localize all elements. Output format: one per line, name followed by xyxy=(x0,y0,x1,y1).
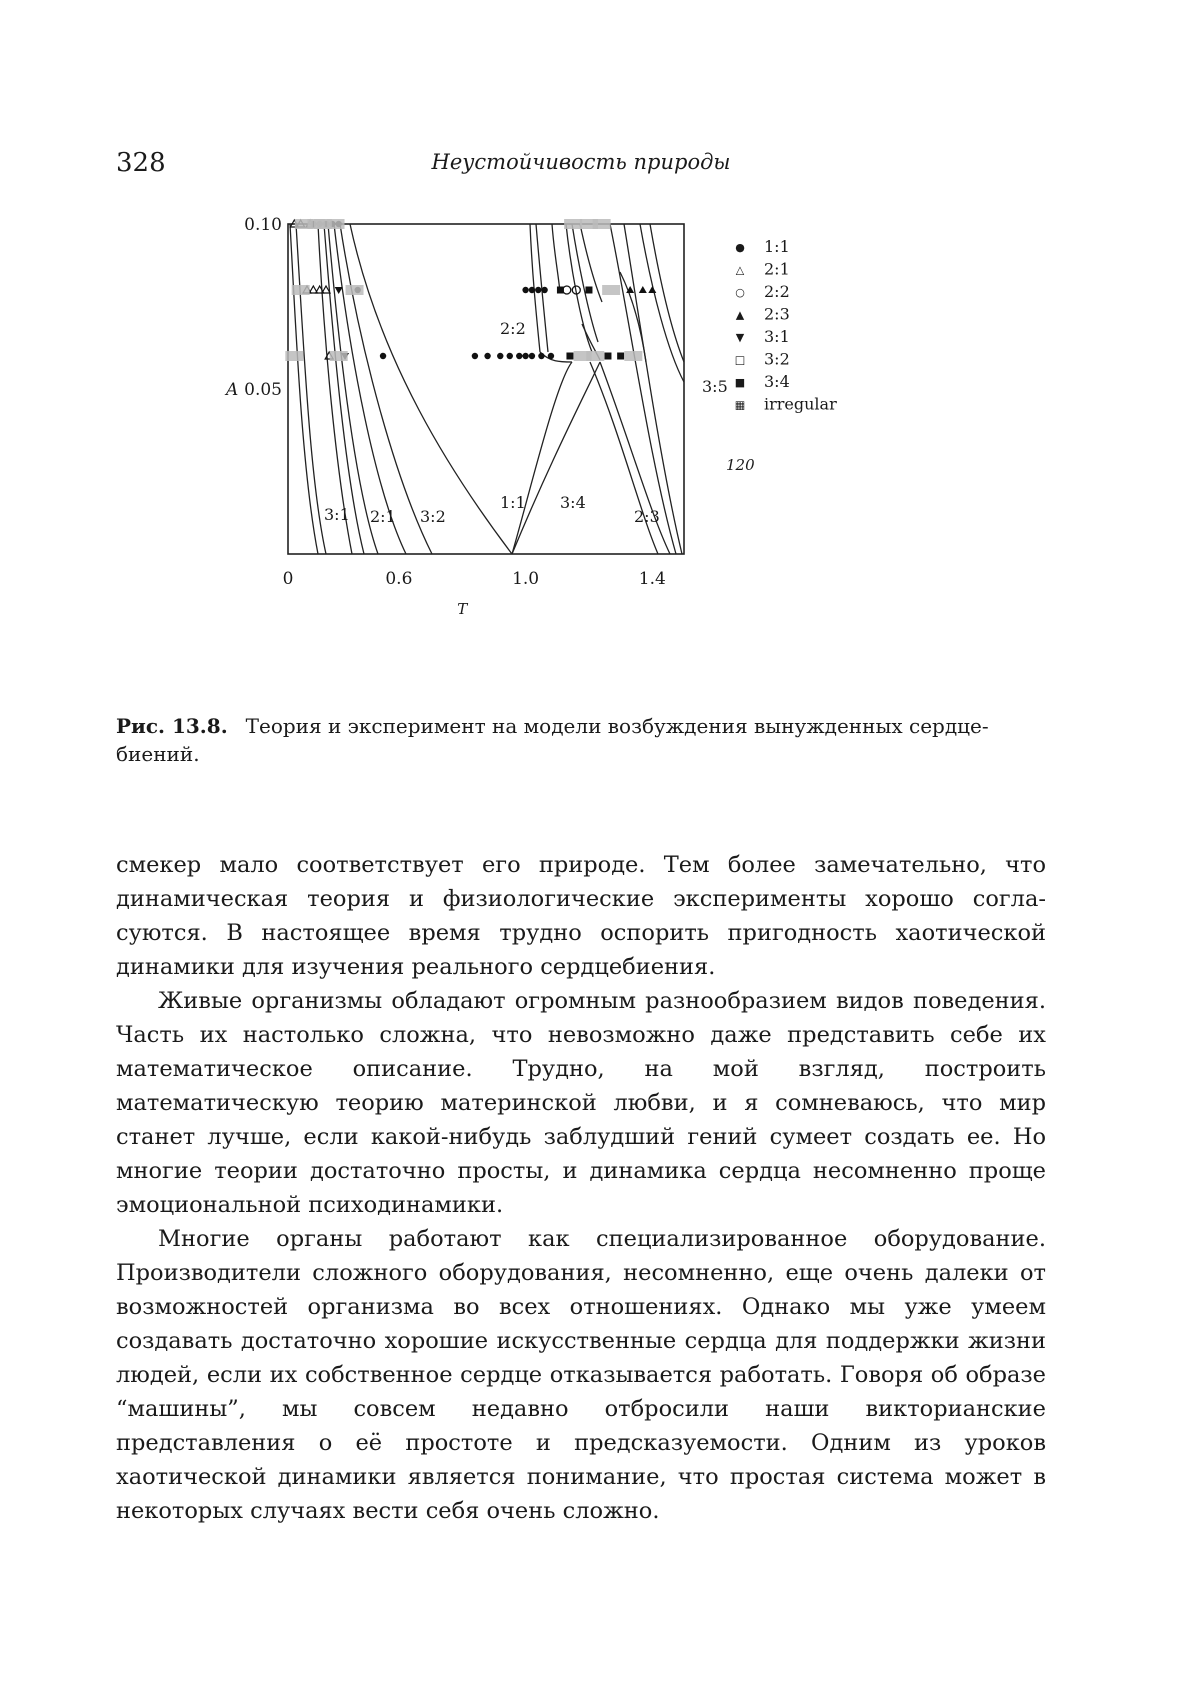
data-point xyxy=(566,353,573,360)
legend-symbol: ■ xyxy=(734,376,746,389)
region-label: 1:1 xyxy=(500,493,526,512)
bifurcation-curve xyxy=(512,362,600,554)
x-axis-label: T xyxy=(457,600,468,618)
data-point xyxy=(624,351,642,361)
y-tick-label: 0.05 xyxy=(244,380,282,400)
data-point xyxy=(593,219,611,229)
page-header xyxy=(116,148,1046,182)
legend-label: 1:1 xyxy=(764,237,790,256)
x-tick-label: 1.0 xyxy=(512,569,540,589)
data-point xyxy=(522,353,528,359)
data-point xyxy=(330,351,348,361)
bifurcation-curve xyxy=(552,224,560,292)
data-point xyxy=(497,353,503,359)
legend-symbol: ○ xyxy=(735,286,745,299)
y-tick-label: 0.10 xyxy=(244,215,282,235)
running-title: Неустойчивость природы xyxy=(431,150,731,174)
legend-symbol: ▼ xyxy=(735,331,745,344)
region-label: 3:1 xyxy=(324,505,350,524)
x-tick-label: 0 xyxy=(282,569,294,589)
handwritten-note: 120 xyxy=(726,456,755,474)
region-label: 2:3 xyxy=(634,507,660,526)
paragraph: Живые организмы обладают огромным разнообразием видов поведения. Часть их настолько сложна, что невозможно даже представить себе их математическое описание. Трудно, на мой взгляд, построить математическую теорию материнской любви, и я сомневаюсь, что мир станет лучше, если какой-нибудь заблудший гений сумеет создать ее. Но многие теории достаточно просты, и динамика сердца несомненно проще эмоциональной психодинамики. xyxy=(116,988,1046,1218)
region-label: 3:5 xyxy=(702,377,728,396)
data-point xyxy=(586,351,604,361)
data-point xyxy=(602,285,620,295)
bifurcation-curve xyxy=(640,224,684,382)
legend-label: irregular xyxy=(764,394,837,414)
region-label: 2:1 xyxy=(370,507,396,526)
data-point xyxy=(538,353,544,359)
data-point xyxy=(548,353,554,359)
data-point xyxy=(617,353,624,360)
caption-text: Теория и эксперимент на модели возбуждения вынужденных сердцебиений. xyxy=(116,714,989,766)
legend-symbol: □ xyxy=(734,353,746,367)
data-point xyxy=(529,353,535,359)
data-point xyxy=(335,287,343,294)
data-point xyxy=(541,287,547,293)
data-point xyxy=(564,219,582,229)
figure-13-8-chart xyxy=(200,212,920,682)
data-point xyxy=(327,219,345,229)
data-point xyxy=(557,287,564,294)
paragraph: Многие органы работают как специализированное оборудование. Производители сложного оборудования, несомненно, еще очень далеки от возможностей организма во всех отношениях. Однако мы уже умеем создавать достаточно хорошие искусственные сердца для поддержки жизни людей, если их собственное сердце отказывается работать. Говоря об образе “машины”, мы совсем недавно отбросили наши викторианские представления о её простоте и предсказуемости. Одним из уроков хаотической динамики является понимание, что простая система может в некоторых случаях вести себя очень сложно. xyxy=(116,1226,1046,1524)
region-label: 2:2 xyxy=(500,319,526,338)
legend-symbol: △ xyxy=(735,263,745,277)
legend-label: 3:4 xyxy=(764,372,790,391)
legend-symbol: ▦ xyxy=(734,398,746,412)
data-point xyxy=(639,286,647,293)
bifurcation-curve xyxy=(610,224,676,554)
data-point xyxy=(292,285,310,295)
data-point xyxy=(484,353,490,359)
legend-label: 2:2 xyxy=(764,282,790,301)
data-point xyxy=(535,287,541,293)
data-point xyxy=(648,286,656,293)
data-point xyxy=(585,287,592,294)
x-tick-label: 0.6 xyxy=(385,569,413,589)
caption-label: Рис. 13.8. xyxy=(116,714,228,738)
x-tick-label: 1.4 xyxy=(638,569,666,589)
bifurcation-curve xyxy=(624,224,682,554)
data-point xyxy=(472,353,478,359)
data-point xyxy=(563,286,571,294)
data-point xyxy=(285,351,303,361)
bifurcation-curve xyxy=(296,224,326,554)
figure-caption xyxy=(116,712,1046,768)
legend-symbol: ● xyxy=(735,241,745,254)
bifurcation-curve xyxy=(572,224,598,342)
legend-label: 3:2 xyxy=(764,349,790,369)
page-number: 328 xyxy=(116,148,166,178)
legend-label: 2:3 xyxy=(764,304,790,324)
y-axis-label: A xyxy=(226,380,239,400)
paragraph: смекер мало соответствует его природе. Тем более замечательно, что динамическая теория и физиологические эксперименты хорошо согласуются. В настоящее время трудно оспорить пригодность хаотической динамики для изучения реального сердцебиения. xyxy=(116,852,1046,980)
data-point xyxy=(522,287,528,293)
data-point xyxy=(604,353,611,360)
data-point xyxy=(507,353,513,359)
data-point xyxy=(380,353,386,359)
legend-symbol: ▲ xyxy=(735,308,745,322)
legend-label: 3:1 xyxy=(764,327,790,346)
data-point xyxy=(529,287,535,293)
bifurcation-curve xyxy=(512,362,572,554)
data-point xyxy=(346,285,364,295)
region-label: 3:2 xyxy=(420,507,446,526)
legend-label: 2:1 xyxy=(764,259,790,279)
region-label: 3:4 xyxy=(560,493,586,512)
data-point xyxy=(516,353,522,359)
bifurcation-curve xyxy=(290,224,318,554)
body-text xyxy=(116,848,1046,1528)
